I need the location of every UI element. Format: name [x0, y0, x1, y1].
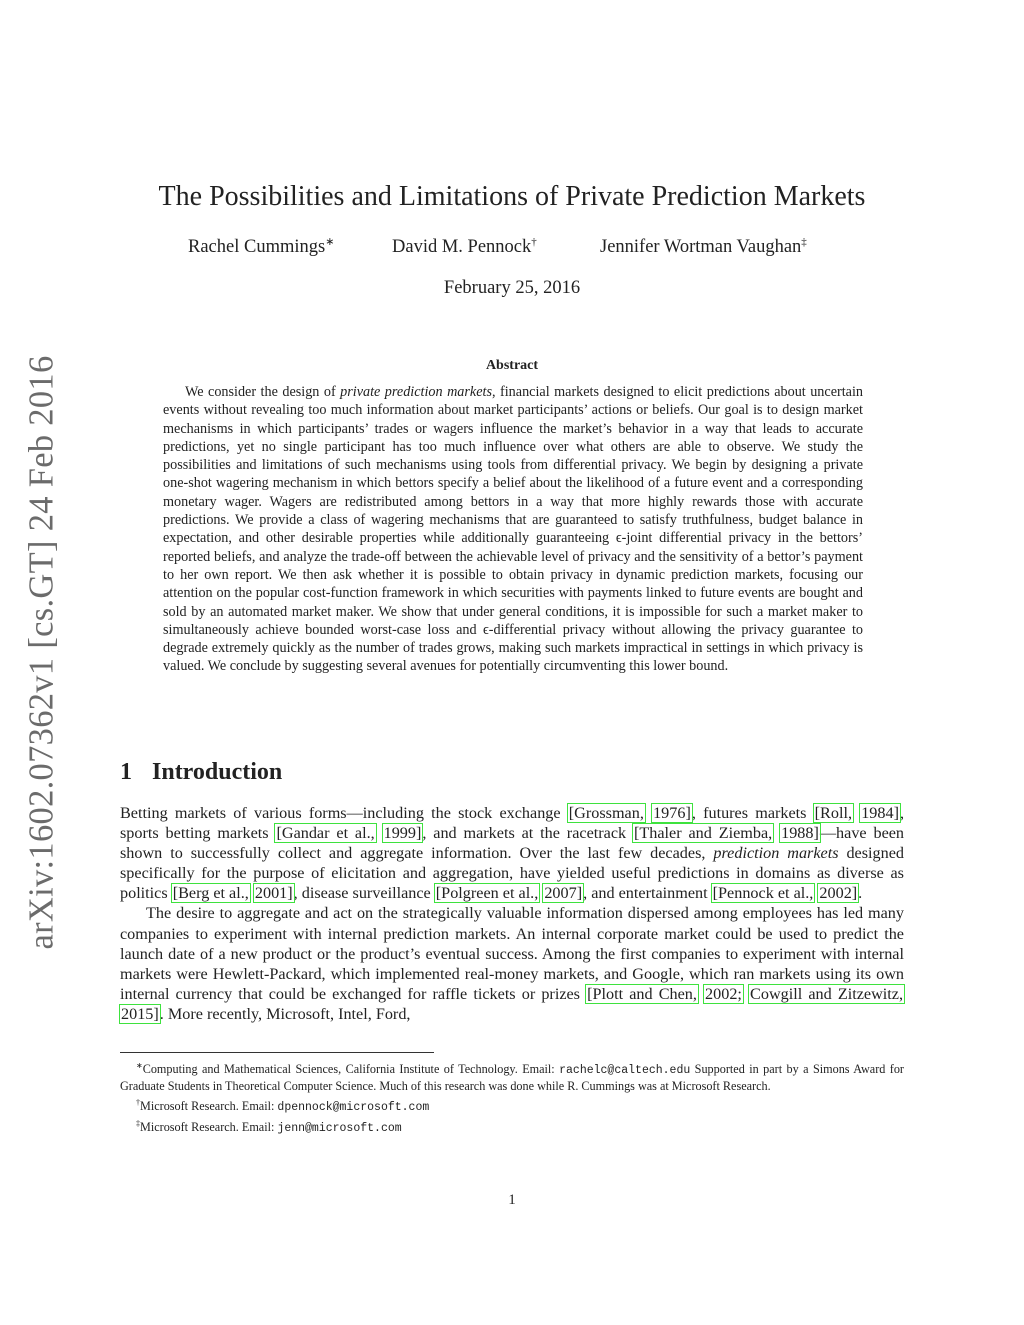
footnote-3: ‡Microsoft Research. Email: jenn@microsoft.com: [136, 1118, 402, 1135]
footnotes: [120, 1058, 904, 1136]
intro-paragraph-1: Betting markets of various forms—including the stock exchange [Grossman, 1976], futures markets [Roll, 1984], sports betting markets [Gandar et al., 1999], and markets at the racetrack [Thaler and Ziemba, 1988]—have been shown to successfully collect and aggregate information. Over the last few decades, prediction markets designed specifically for the purpose of elicitation and aggregation, have yielded useful predictions in domains as diverse as politics [Berg et al., 2001], disease surveillance [Polgreen et al., 2007], and entertainment [Pennock et al., 2002].: [120, 804, 905, 903]
citation-year-link[interactable]: 1984]: [861, 804, 899, 822]
citation-link[interactable]: Cowgill and Zitzewitz,: [750, 984, 903, 1003]
citation-link[interactable]: [Pennock et al.,: [712, 884, 814, 903]
citation-year-link[interactable]: 2015]: [121, 1004, 159, 1023]
intro-paragraph-2: The desire to aggregate and act on the strategically valuable information dispersed among employees has led many companies to experiment with internal prediction markets. An internal corporate market could be used to predict the launch date of a new product or the product’s eventual success. Among the first companies to experiment with internal markets were Hewlett-Packard, which implemented real-money markets, and Google, which ran markets using its own internal currency that could be exchanged for raffle tickets or prizes [Plott and Chen, 2002; Cowgill and Zitzewitz, 2015]. More recently, Microsoft, Intel, Ford,: [120, 904, 904, 1023]
paper-title: The Possibilities and Limitations of Private Prediction Markets: [158, 181, 866, 212]
section-title: Introduction: [152, 759, 283, 785]
footnote-rule: [120, 1052, 434, 1053]
citation-year-link[interactable]: 2002]: [819, 884, 858, 903]
author-2-mark: †: [531, 235, 537, 248]
citation-link[interactable]: [Berg et al.,: [172, 884, 249, 903]
citation-link[interactable]: [Polgreen et al.,: [435, 884, 539, 903]
author-3-mark: ‡: [801, 235, 807, 248]
page-number: 1: [508, 1192, 516, 1208]
citation-link[interactable]: [Plott and Chen,: [587, 984, 697, 1003]
author-1-mark: ∗: [325, 235, 335, 248]
citation-year-link[interactable]: 1988]: [781, 824, 819, 843]
citation-link[interactable]: [Roll,: [814, 804, 852, 822]
citation-link[interactable]: [Gandar et al.,: [276, 824, 375, 843]
section-number: 1: [120, 759, 132, 785]
arxiv-identifier: arXiv:1602.07362v1 [cs.GT] 24 Feb 2016: [22, 355, 61, 949]
citation-year-link[interactable]: 2002;: [705, 984, 742, 1003]
abstract-body: We consider the design of private prediction markets, financial markets designed to elicit predictions about uncertain events without revealing too much information about market participants’ actions or beliefs. Our goal is to design market mechanisms in which participants’ trades or wagers influence the market’s behavior in a way that leads to accurate predictions, yet no single participant has too much influence over what others are able to observe. We study the possibilities and limitations of such mechanisms using tools from differential privacy. We begin by designing a private one-shot wagering mechanism in which bettors specify a belief about the likelihood of a future event and a corresponding monetary wager. Wagers are redistributed among bettors in a way that more highly rewards those with accurate predictions. We provide a class of wagering mechanisms that are guaranteed to satisfy truthfulness, budget balance in expectation, and other desirable properties while additionally guaranteeing ϵ-joint differential privacy in the bettors’ reported beliefs, and analyze the trade-off between the achievable level of privacy and the sensitivity of a bettor’s payment to her own report. We then ask whether it is possible to obtain privacy in dynamic prediction markets, focusing our attention on the popular cost-function framework in which securities with payments linked to future events are bought and sold by an automated market maker. We show that under general conditions, it is impossible for such a market maker to simultaneously achieve bounded worst-case loss and ϵ-differential privacy without allowing the privacy guarantee to degrade extremely quickly as the number of trades grows, making such markets impractical in settings in which privacy is valued. We conclude by suggesting several avenues for potentially circumventing this lower bound.: [163, 384, 863, 675]
author-list: [188, 237, 848, 263]
citation-link[interactable]: [Grossman,: [568, 804, 644, 822]
author-1: Rachel Cummings∗: [188, 235, 335, 257]
footnote-1: ∗Computing and Mathematical Sciences, California Institute of Technology. Email: rachelc@caltech.edu Supported in part by a Simons Award for Graduate Students in Theoretical Computer Science. Much of this research was done while R. Cummings was at Microsoft Research.: [120, 1061, 904, 1093]
citation-year-link[interactable]: 2001]: [254, 884, 293, 903]
abstract-emphasis: private prediction markets: [340, 384, 492, 400]
introduction-body: [120, 803, 904, 1024]
citation-link[interactable]: [Thaler and Ziemba,: [633, 824, 773, 843]
section-heading: [120, 759, 282, 786]
abstract-heading: Abstract: [485, 358, 539, 373]
citation-year-link[interactable]: 2007]: [544, 884, 583, 903]
citation-year-link[interactable]: 1976]: [653, 804, 691, 822]
email-link[interactable]: jenn@microsoft.com: [277, 1121, 402, 1135]
footnote-2: †Microsoft Research. Email: dpennock@microsoft.com: [136, 1097, 430, 1114]
author-2: David M. Pennock†: [392, 235, 537, 257]
email-link[interactable]: dpennock@microsoft.com: [277, 1100, 430, 1114]
arxiv-stamp: [17, 357, 67, 947]
email-link[interactable]: rachelc@caltech.edu: [559, 1064, 691, 1078]
intro-emphasis: prediction markets: [713, 844, 839, 863]
paper-date: February 25, 2016: [443, 278, 581, 298]
citation-year-link[interactable]: 1999]: [383, 824, 422, 843]
author-3: Jennifer Wortman Vaughan‡: [600, 235, 807, 257]
